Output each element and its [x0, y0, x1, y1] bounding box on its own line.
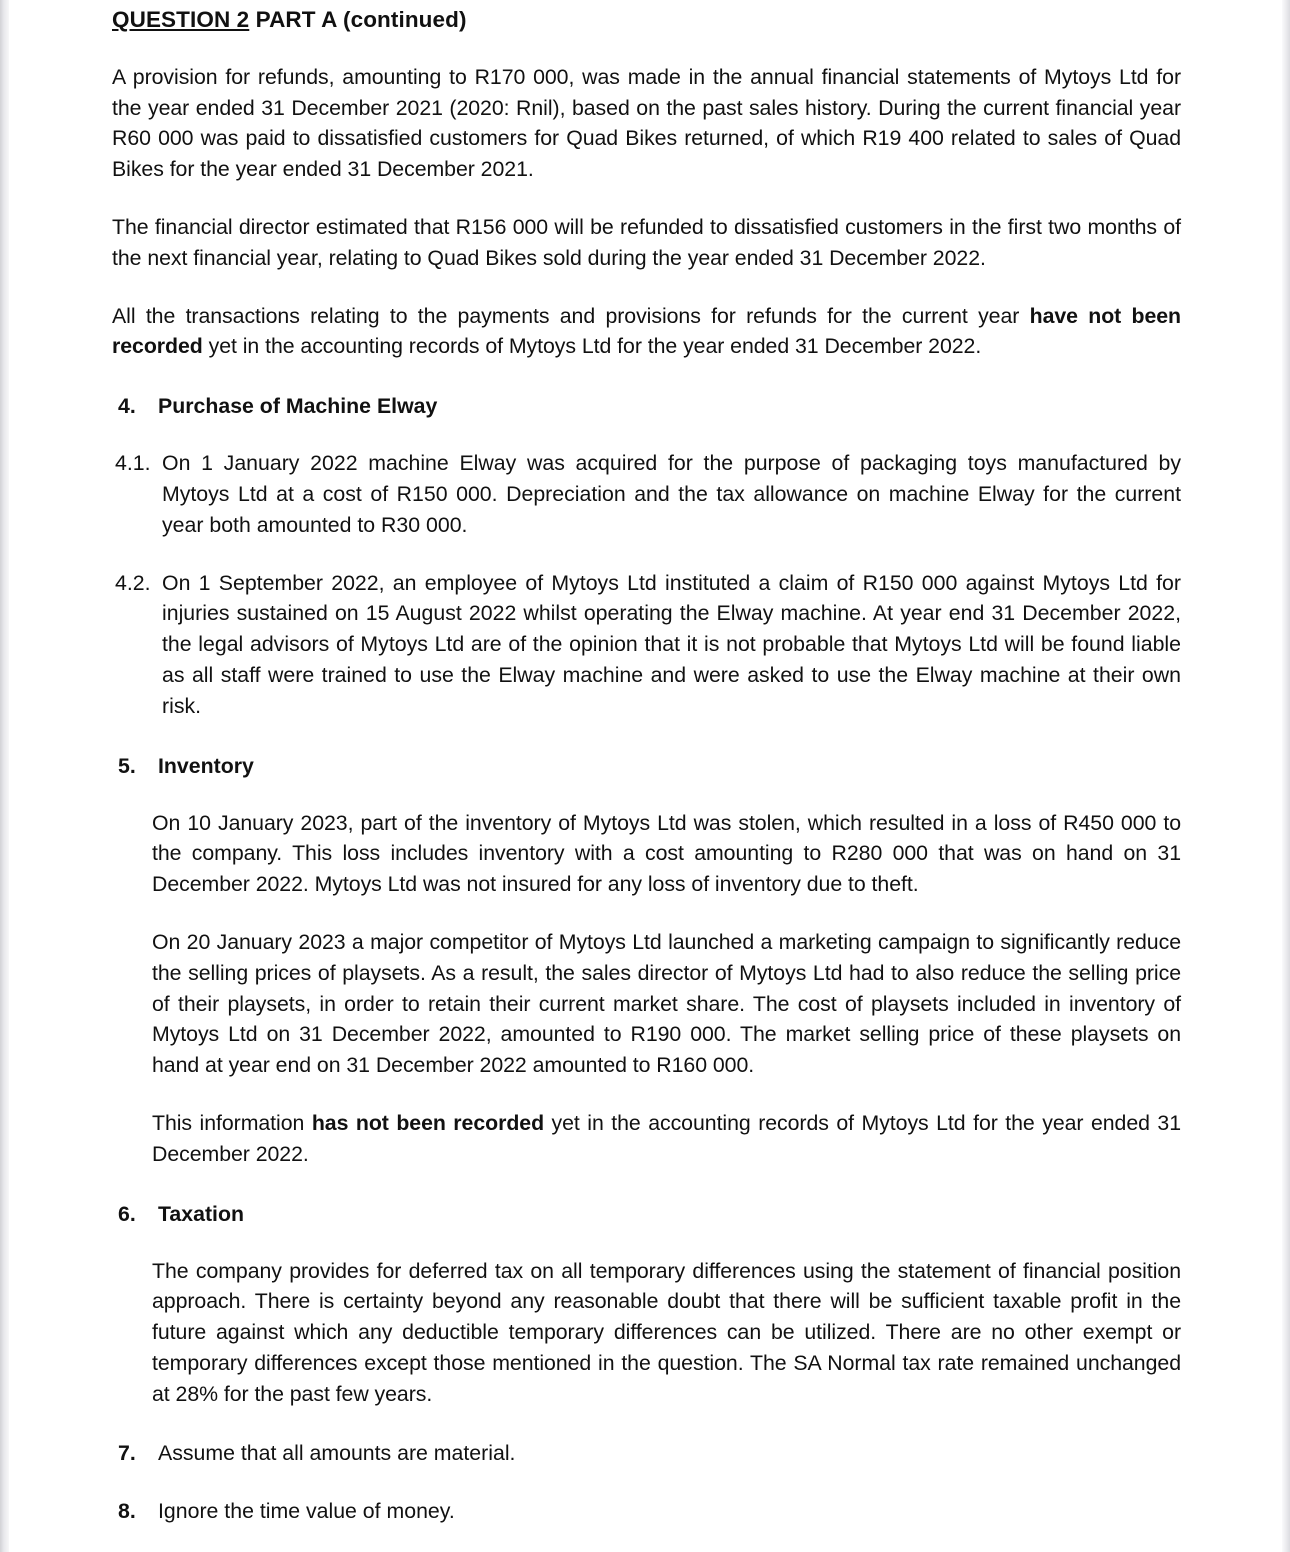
paragraph-inventory-not-recorded-tail: yet in the accounting records of Mytoys Ltd for the year ended 31 December 2022. [152, 1110, 1181, 1166]
paragraph-provision-refunds: A provision for refunds, amounting to R170 000, was made in the annual financial statements of Mytoys Ltd for the year ended 31 December 2021 (2020: Rnil), based on the past sales history. During the current financial year R60 000 was paid to dissatisfied customers for Quad Bikes returned, of which R19 400 related to sales of Quad Bikes for the year ended 31 December 2021. [112, 64, 1181, 182]
section-title-4: Purchase of Machine Elway [158, 394, 438, 419]
paragraph-not-recorded-tail: yet in the accounting records of Mytoys Ltd for the year ended 31 December 2022. [202, 334, 982, 359]
section-number-4: 4. [118, 394, 136, 419]
clipped-text-remnant [1092, 0, 1290, 1]
paragraph-inventory-not-recorded [152, 1108, 1181, 1170]
page-right-edge-shadow [1282, 0, 1290, 1552]
document-page [9, 0, 1282, 1552]
paragraph-inventory-not-recorded-emphasis: has not been recorded [311, 1110, 545, 1135]
list-item-text-8: Ignore the time value of money. [158, 1499, 455, 1524]
page-left-edge-shadow [0, 0, 9, 1552]
paragraph-not-recorded-emphasis: have not been recorded [112, 303, 1182, 359]
paragraph-inventory-theft: On 10 January 2023, part of the inventory of Mytoys Ltd was stolen, which resulted in a loss of R450 000 to the company. This loss includes inventory with a cost amounting to R280 000 that was on hand on 31 December 2022. Mytoys Ltd was not insured for any loss of inventory due to theft. [152, 810, 1181, 897]
document-content [112, 0, 1181, 1527]
section-heading-4 [118, 391, 1181, 421]
list-item-7 [118, 1438, 1181, 1469]
paragraph-not-recorded [112, 301, 1181, 363]
list-item-number-7: 7. [118, 1440, 136, 1465]
section-heading-6 [118, 1199, 1181, 1229]
section-title-6: Taxation [158, 1201, 244, 1226]
page-title-part-label: PART A (continued) [249, 7, 467, 32]
section-number-5: 5. [118, 753, 136, 778]
paragraph-inventory-not-recorded-lead: This information [152, 1110, 312, 1135]
section-title-5: Inventory [158, 753, 254, 778]
paragraph-inventory-playsets: On 20 January 2023 a major competitor of Mytoys Ltd launched a marketing campaign to significantly reduce the selling prices of playsets. As a result, the sales director of Mytoys Ltd had to also reduce the selling price of their playsets, in order to retain their current market share. The cost of playsets included in inventory of Mytoys Ltd on 31 December 2022, amounted to R190 000. The market selling price of these playsets on hand at year end on 31 December 2022 amounted to R160 000. [152, 929, 1181, 1078]
paragraph-taxation: The company provides for deferred tax on all temporary differences using the statement of financial position approach. There is certainty beyond any reasonable doubt that there will be sufficient taxable profit in the future against which any deductible temporary differences can be utilized. There are no other exempt or temporary differences except those mentioned in the question. The SA Normal tax rate remained unchanged at 28% for the past few years. [152, 1258, 1181, 1406]
paragraph-fd-estimate: The financial director estimated that R156 000 will be refunded to dissatisfied customers in the first two months of the next financial year, relating to Quad Bikes sold during the year ended 31 December 2022. [112, 214, 1181, 270]
list-item-text-7: Assume that all amounts are material. [158, 1440, 516, 1465]
list-item-number-8: 8. [118, 1499, 136, 1524]
list-item-8 [118, 1496, 1181, 1527]
paragraph-not-recorded-lead: All the transactions relating to the payments and provisions for refunds for the current year [112, 303, 1030, 328]
sub-item-4-1 [115, 448, 1181, 540]
page-title-question-label: QUESTION 2 [112, 7, 250, 32]
page-title [112, 0, 1181, 35]
sub-item-4-2 [115, 568, 1181, 722]
sub-item-text-4-1: On 1 January 2022 machine Elway was acquired for the purpose of packaging toys manufactured by Mytoys Ltd at a cost of R150 000. Depreciation and the tax allowance on machine Elway for the current year both amounted to R30 000. [162, 451, 1181, 537]
sub-item-text-4-2: On 1 September 2022, an employee of Mytoys Ltd instituted a claim of R150 000 against Mytoys Ltd for injuries sustained on 15 August 2022 whilst operating the Elway machine. At year end 31 December 2022, the legal advisors of Mytoys Ltd are of the opinion that it is not probable that Mytoys Ltd will be found liable as all staff were trained to use the Elway machine and were asked to use the Elway machine at their own risk. [162, 570, 1181, 718]
section-number-6: 6. [118, 1201, 136, 1226]
section-heading-5 [118, 751, 1181, 781]
sub-item-number-4-2: 4.2. [115, 570, 151, 595]
sub-item-number-4-1: 4.1. [115, 451, 151, 476]
